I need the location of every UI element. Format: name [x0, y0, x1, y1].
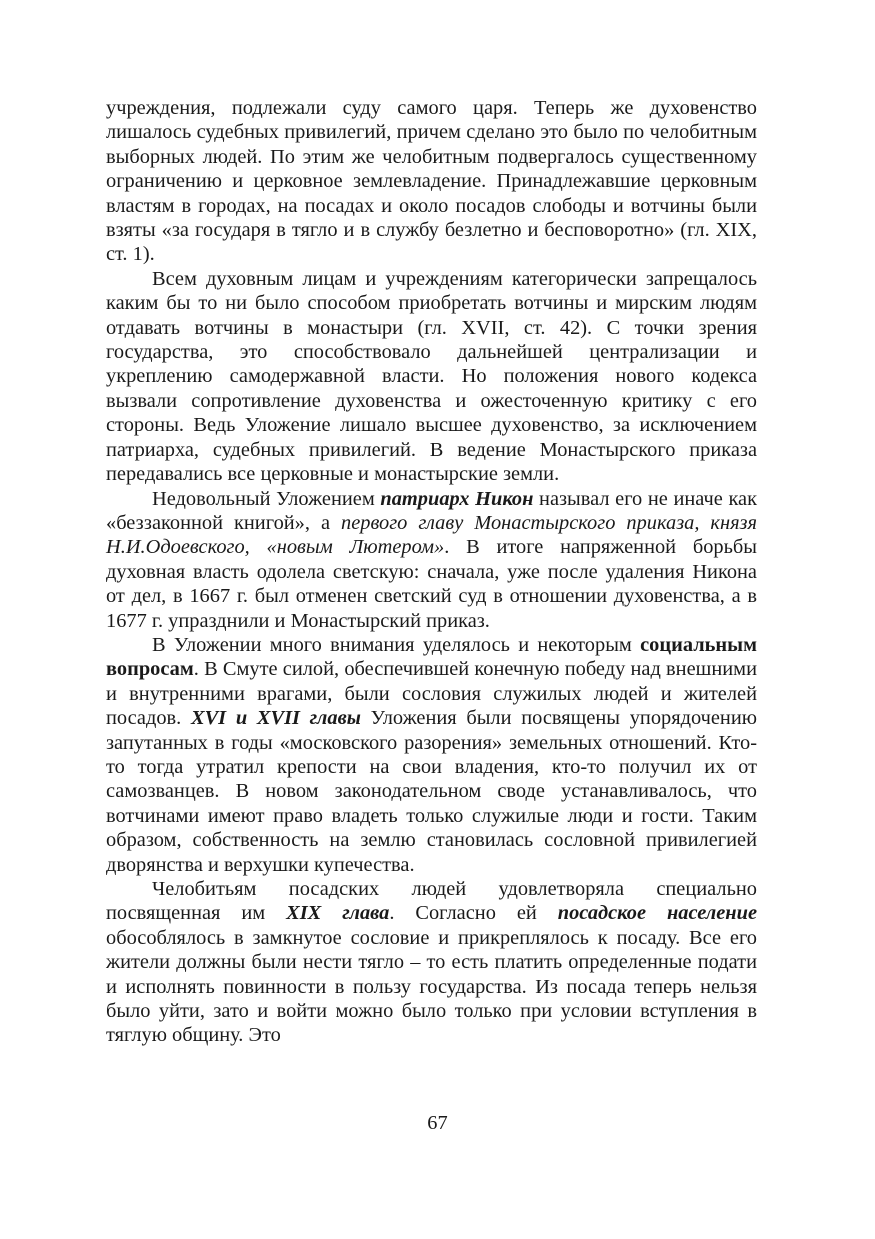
text-run: учреждения, подлежали суду самого царя. Теперь же духовенство лишалось судебных привилегий, причем сделано это было по челобитным выборных людей. По этим же челобитным подвергалось существенному ограничению и церковное землевладение. Принадлежавшие церковным властям в городах, на посадах и около посадов слободы и вотчины были взяты «за государя в тягло и в службу безлетно и бесповоротно» (гл. XIX, ст. 1).	[106, 97, 757, 266]
text-run: Всем духовным лицам и учреждениям категорически запрещалось каким бы то ни было способом приобретать вотчины и мирским людям отдавать вотчины в монастыри (гл. XVII, ст. 42). С точки зрения государства, это способствовало дальнейшей централизации и укреплению самодержавной власти. Но положения нового кодекса вызвали сопротивление духовенства и ожесточенную критику с его стороны. Ведь Уложение лишало высшее духовенство, за исключением патриарха, судебных привилегий. В ведение Монастырского приказа передавались все церковные и монастырские земли.	[106, 267, 757, 486]
emphasis-run: XVI и XVII главы	[190, 707, 361, 730]
text-run: . В Смуте силой, обеспечившей конечную победу над внешними и внутренними врагами, были сословия служилых людей и жителей посадов.	[106, 658, 757, 730]
emphasis-run: посадское население	[557, 902, 758, 925]
text-run: Челобитьям посадских людей удовлетворяла специально посвященная им	[106, 878, 757, 925]
emphasis-run: XIX глава	[286, 902, 390, 925]
body-text	[106, 96, 757, 1048]
text-run: называл его не иначе как «беззаконной книгой», а	[106, 487, 757, 534]
text-run: Недовольный Уложением	[152, 487, 381, 510]
emphasis-run: социальным вопросам	[106, 633, 757, 681]
text-run: . В итоге напряженной борьбы духовная власть одолела светскую: сначала, уже после удаления Никона от дел, в 1667 г. был отменен светский суд в отношении духовенства, а в 1677 г. упразднили и Монастырский приказ.	[106, 536, 757, 632]
paragraph	[106, 96, 757, 267]
text-run: . Согласно ей	[389, 902, 558, 925]
text-run: обособлялось в замкнутое сословие и прикреплялось к посаду. Все его жители должны были нести тягло – то есть платить определенные подати и исполнять повинности в пользу государства. Из посада теперь нельзя было уйти, зато и войти можно было только при условии вступления в тяглую общину. Это	[106, 926, 757, 1047]
paragraph	[106, 877, 757, 1048]
page-number: 67	[427, 1112, 448, 1134]
paragraph	[106, 487, 757, 633]
paragraph	[106, 633, 757, 877]
emphasis-run: патриарх Никон	[380, 487, 534, 510]
emphasis-run: первого главу Монастырского приказа, князя Н.И.Одоевского, «новым Лютером»	[106, 511, 757, 559]
paragraph	[106, 267, 757, 487]
text-run: В Уложении много внимания уделялось и некоторым	[152, 633, 641, 656]
text-run: Уложения были посвящены упорядочению запутанных в годы «московского разорения» земельных отношений. Кто-то тогда утратил крепости на свои владения, кто-то получил их от самозванцев. В новом законодательном своде устанавливалось, что вотчинами имеют право владеть только служилые люди и гости. Таким образом, собственность на землю становилась сословной привилегией дворянства и верхушки купечества.	[106, 707, 757, 876]
